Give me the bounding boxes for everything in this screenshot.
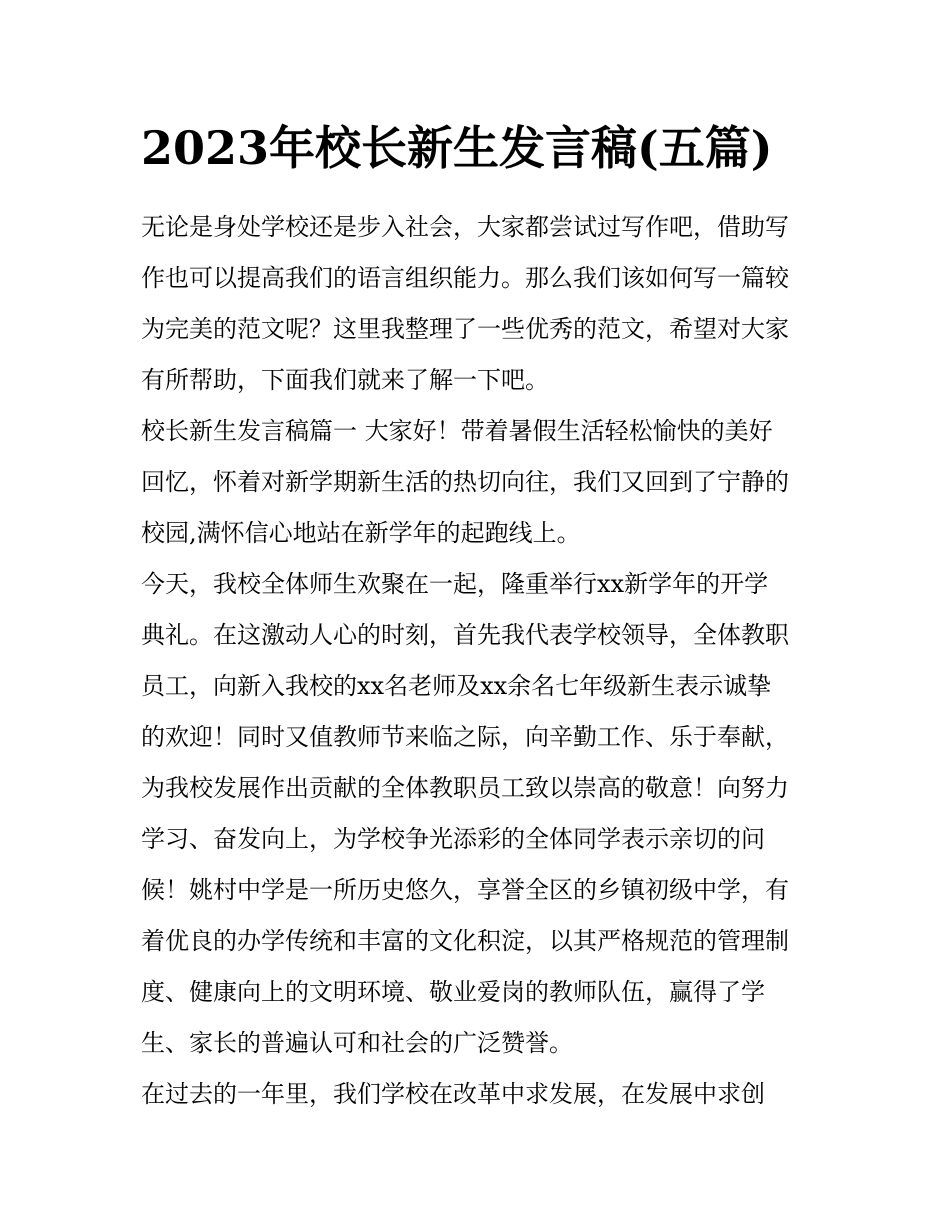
body-line-7: 校园,满怀信心地站在新学年的起跑线上。	[141, 519, 581, 547]
body-line-2: 作也可以提高我们的语言组织能力。那么我们该如何写一篇较	[141, 264, 789, 292]
document-title: 2023年校长新生发言稿(五篇)	[141, 121, 773, 175]
body-line-13: 学习、奋发向上，为学校争光添彩的全体同学表示亲切的问	[141, 825, 765, 853]
body-line-10: 员工，向新入我校的xx名老师及xx余名七年级新生表示诚挚	[141, 672, 772, 700]
body-line-8: 今天，我校全体师生欢聚在一起，隆重举行xx新学年的开学	[141, 570, 769, 598]
document-body	[141, 202, 811, 1120]
body-line-15: 着优良的办学传统和丰富的文化积淀，以其严格规范的管理制	[141, 927, 789, 955]
body-line-1: 无论是身处学校还是步入社会，大家都尝试过写作吧，借助写	[141, 213, 789, 241]
body-line-18: 在过去的一年里，我们学校在改革中求发展，在发展中求创	[141, 1080, 765, 1108]
body-line-9: 典礼。在这激动人心的时刻，首先我代表学校领导，全体教职	[141, 621, 789, 649]
body-line-16: 度、健康向上的文明环境、敬业爱岗的教师队伍，赢得了学	[141, 978, 765, 1006]
body-line-11: 的欢迎！同时又值教师节来临之际，向辛勤工作、乐于奉献，	[141, 723, 789, 751]
body-line-12: 为我校发展作出贡献的全体教职员工致以崇高的敬意！向努力	[141, 774, 789, 802]
body-line-14: 候！姚村中学是一所历史悠久，享誉全区的乡镇初级中学，有	[141, 876, 789, 904]
body-line-6: 回忆，怀着对新学期新生活的热切向往，我们又回到了宁静的	[141, 468, 789, 496]
body-line-3: 为完美的范文呢？这里我整理了一些优秀的范文，希望对大家	[141, 315, 789, 343]
body-line-4: 有所帮助，下面我们就来了解一下吧。	[141, 366, 549, 394]
body-line-17: 生、家长的普遍认可和社会的广泛赞誉。	[141, 1029, 573, 1057]
body-line-5: 校长新生发言稿篇一 大家好！带着暑假生活轻松愉快的美好	[141, 417, 773, 445]
